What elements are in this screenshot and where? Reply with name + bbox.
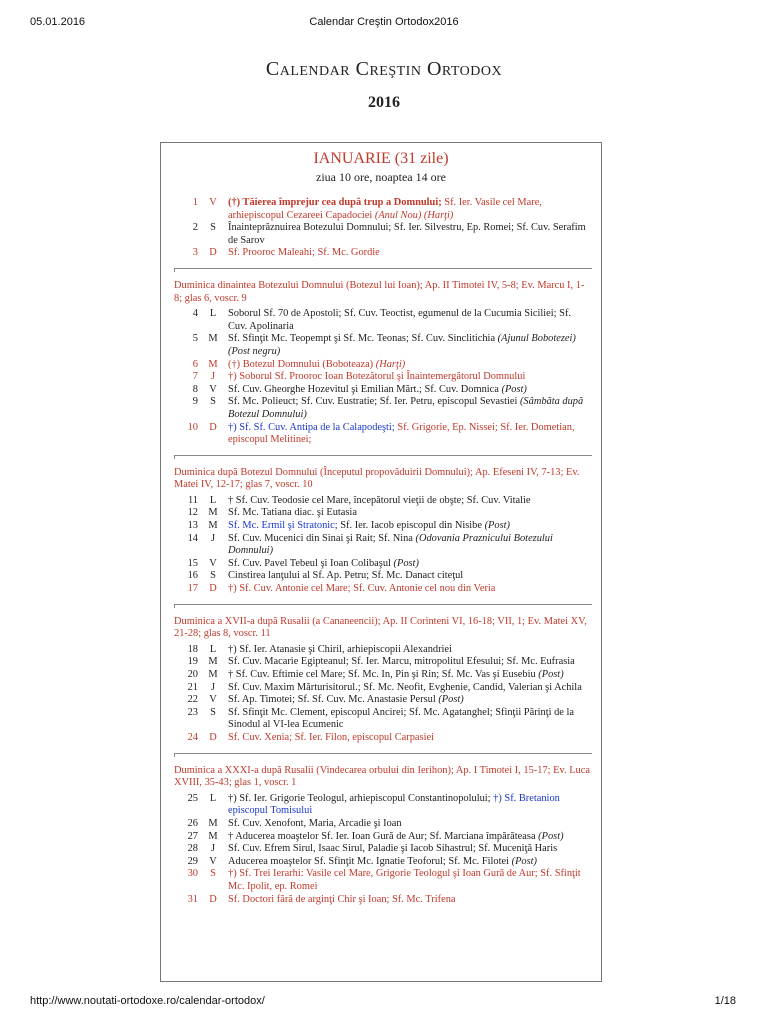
event-text: (Post) <box>438 694 464 706</box>
event-text: Sf. Sfinţit Mc. Clement, episcopul Ancirei; Sf. Mc. Agatanghel; Sfinţii Părinţi de la Sinodul al VI-lea Ecumenic <box>228 706 575 731</box>
day-events <box>224 495 592 508</box>
sunday-reading: Duminica a XXXI-a după Rusalii (Vindecarea orbului din Ierihon); Ap. I Timotei I, 15-17; Ev. Luca XVIII, 35-43; glas 1, voscr. 1 <box>174 764 590 789</box>
weekday: L <box>209 643 217 655</box>
day-row <box>174 656 592 669</box>
event-text: Sf. Mc. Tatiana diac. şi Eutasia <box>228 507 357 519</box>
day-row <box>174 507 592 520</box>
event-text[interactable]: †) Sf. Bretanion episcopul Tomisului <box>228 792 560 817</box>
day-events <box>224 818 592 831</box>
day-row <box>174 570 592 583</box>
event-text: Înainteprăznuirea Botezului Domnului; Sf. Ier. Silvestru, Ep. Romei; Sf. Cuv. Serafim de Sarov <box>228 222 586 246</box>
event-text: Sf. Prooroc Maleahi; Sf. Mc. Gordie <box>228 247 380 259</box>
weekday: L <box>209 792 217 804</box>
weekday: L <box>209 494 217 506</box>
weekday: S <box>210 868 216 880</box>
weekday: S <box>210 570 216 582</box>
day-number: 22 <box>187 694 198 706</box>
weekday: V <box>209 197 217 208</box>
weekday: J <box>210 371 216 383</box>
weekday: M <box>208 507 218 519</box>
weekday: M <box>208 669 218 680</box>
day-number: 28 <box>187 843 198 855</box>
sunday-reading: Duminica a XVII-a după Rusalii (a Cananeencii); Ap. II Corinteni VI, 16-18; VII, 1; Ev. Matei XV, 21-28; glas 8, voscr. 11 <box>174 615 587 640</box>
day-events <box>224 308 592 333</box>
weekday: D <box>209 893 217 905</box>
day-number: 26 <box>187 817 198 829</box>
day-number: 18 <box>187 643 198 655</box>
event-text: Sf. Ap. Timotei; Sf. Sf. Cuv. Mc. Anastasie Persul <box>228 694 439 706</box>
event-text: Sf. Cuv. Gheorghe Hozevitul şi Emilian Mărt.; Sf. Cuv. Domnica <box>228 383 502 395</box>
weekday: V <box>209 694 217 706</box>
day-events <box>224 707 592 732</box>
event-text: Soborul Sf. 70 de Apostoli; Sf. Cuv. Teoctist, egumenul de la Cucumia Siciliei; Sf. Cuv. Apolinaria <box>228 308 572 332</box>
event-text: † Aducerea moaştelor Sf. Ier. Ioan Gură de Aur; Sf. Marciana împărăteasa <box>228 830 539 842</box>
day-events <box>224 656 592 669</box>
day-events <box>224 843 592 856</box>
day-events <box>224 247 592 260</box>
weekday: M <box>208 520 218 532</box>
day-row <box>174 533 592 558</box>
day-number: 25 <box>187 792 198 804</box>
event-text: †) Sf. Ier. Grigorie Teologul, arhiepiscopul Constantinopolului; <box>228 792 494 804</box>
day-events <box>224 694 592 707</box>
day-number: 9 <box>192 396 198 408</box>
day-events <box>224 520 592 533</box>
event-text: (Odovania Praznicului Botezului Domnului) <box>228 532 553 557</box>
day-number: 8 <box>192 383 198 395</box>
print-footer <box>0 995 768 1009</box>
weekday: L <box>209 308 217 320</box>
day-row <box>174 583 592 596</box>
event-text: Sf. Ier. Vasile cel Mare, arhiepiscopul Cezareei Capadociei <box>228 197 542 221</box>
day-row <box>174 894 592 907</box>
day-events <box>224 894 592 907</box>
day-number: 10 <box>187 421 198 433</box>
day-number: 17 <box>187 583 198 595</box>
event-text[interactable]: Sf. Mc. Ermil şi Stratonic; <box>228 520 338 532</box>
day-events <box>224 644 592 657</box>
day-row <box>174 371 592 384</box>
week-divider <box>174 750 592 760</box>
event-text: Sf. Cuv. Maxim Mărturisitorul.; Sf. Mc. Neofit, Evghenie, Candid, Valerian şi Achila <box>228 681 582 693</box>
event-text: Sf. Cuv. Xenofont, Maria, Arcadie şi Ioan <box>228 817 402 829</box>
weekday: M <box>208 817 218 829</box>
day-row <box>174 384 592 397</box>
event-text: Sf. Ier. Iacob episcopul din Nisibe <box>337 520 485 532</box>
event-text: Sf. Cuv. Efrem Sirul, Isaac Sirul, Paladie şi Iacob Sihastrul; Sf. Muceniţă Haris <box>228 843 558 855</box>
day-events <box>224 570 592 583</box>
month-daylight: ziua 10 ore, noaptea 14 ore <box>316 170 446 184</box>
event-text: Sf. Grigorie, Ep. Nissei; Sf. Ier. Dometian, episcopul Melitinei; <box>228 421 575 446</box>
day-row <box>174 669 592 682</box>
event-text: (Sâmbăta după Botezul Domnului) <box>228 396 584 420</box>
week-divider <box>174 452 592 462</box>
day-events <box>224 507 592 520</box>
weekday: V <box>209 383 217 395</box>
day-events <box>224 583 592 596</box>
weekday: M <box>208 830 218 842</box>
event-text: Sf. Mc. Polieuct; Sf. Cuv. Eustratie; Sf. Ier. Petru, episcopul Sevastiei <box>228 396 520 408</box>
event-text: Sf. Cuv. Pavel Tebeul şi Ioan Colibaşul <box>228 557 394 569</box>
event-text: † Sf. Cuv. Teodosie cel Mare, începătorul vieţii de obşte; Sf. Cuv. Vitalie <box>228 494 531 506</box>
event-text: (†) Botezul Domnului (Boboteaza) <box>228 358 376 370</box>
day-number: 30 <box>187 868 198 880</box>
event-text: Sf. Doctori fără de arginţi Chir şi Ioan; Sf. Mc. Trifena <box>228 893 456 905</box>
page-url[interactable]: http://www.noutati-ortodoxe.ro/calendar-ortodox/ <box>30 995 265 1007</box>
event-text: † Sf. Cuv. Eftimie cel Mare; Sf. Mc. In, Pin şi Rin; Sf. Mc. Vas şi Eusebiu <box>228 669 539 680</box>
day-events <box>224 732 592 745</box>
print-header <box>0 16 768 30</box>
weekday: M <box>208 358 218 370</box>
day-number: 19 <box>187 656 198 668</box>
weekday: J <box>210 843 216 855</box>
day-row <box>174 856 592 869</box>
event-text: †) Sf. Ier. Atanasie şi Chiril, arhiepiscopii Alexandriei <box>228 643 452 655</box>
print-doc-title: Calendar Creştin Ortodox2016 <box>309 16 459 28</box>
event-text: Sf. Cuv. Macarie Egipteanul; Sf. Ier. Marcu, mitropolitul Efesului; Sf. Mc. Eufrasia <box>228 656 575 668</box>
day-row <box>174 308 592 333</box>
event-text: (Post) <box>511 855 538 867</box>
day-events <box>224 384 592 397</box>
weekday: S <box>210 706 216 718</box>
day-events <box>224 831 592 844</box>
day-row <box>174 707 592 732</box>
event-text: (Post) <box>393 557 419 569</box>
page-year: 2016 <box>368 94 400 111</box>
day-row <box>174 818 592 831</box>
weekday: D <box>209 731 217 743</box>
day-number: 15 <box>187 557 198 569</box>
event-text: Cinstirea lanţului al Sf. Ap. Petru; Sf. Mc. Danact citeţul <box>228 570 464 582</box>
day-row <box>174 396 592 421</box>
event-text: †) Soborul Sf. Prooroc Ioan Botezătorul şi Înaintemergătorul Domnului <box>228 371 526 383</box>
event-text: (Post) <box>538 830 564 842</box>
day-events <box>224 371 592 384</box>
event-text: (Harţi) <box>375 358 406 370</box>
weekday: D <box>209 421 217 433</box>
event-text: (Post) <box>484 520 510 532</box>
day-row <box>174 843 592 856</box>
week-divider <box>174 265 592 275</box>
day-events <box>224 197 592 222</box>
day-number: 20 <box>187 669 198 680</box>
weekday: M <box>208 333 218 345</box>
event-text: Aducerea moaştelor Sf. Sfinţit Mc. Ignatie Teoforul; Sf. Mc. Filotei <box>228 855 512 867</box>
day-row <box>174 868 592 893</box>
day-row <box>174 222 592 247</box>
weekday: V <box>209 855 217 867</box>
day-events <box>224 558 592 571</box>
day-row <box>174 558 592 571</box>
day-number: 6 <box>192 358 198 370</box>
day-row <box>174 359 592 372</box>
day-number: 14 <box>187 532 198 544</box>
day-number: 24 <box>187 731 198 743</box>
weekday: J <box>210 681 216 693</box>
day-number: 12 <box>187 507 198 519</box>
event-text: Sf. Cuv. Xenia; Sf. Ier. Filon, episcopul Carpasiei <box>228 731 434 743</box>
event-text: †) Sf. Trei Ierarhi: Vasile cel Mare, Grigorie Teologul şi Ioan Gură de Aur; Sf. Sfinţit Mc. Ipolit, ep. Romei <box>228 868 581 892</box>
day-number: 27 <box>187 830 198 842</box>
day-events <box>224 359 592 372</box>
day-row <box>174 333 592 358</box>
month-title: IANUARIE (31 zile) <box>313 150 449 167</box>
event-text: †) Sf. Cuv. Antonie cel Mare; Sf. Cuv. Antonie cel nou din Veria <box>228 583 496 595</box>
event-text: Sf. Sfinţit Mc. Teopempt şi Sf. Mc. Teonas; Sf. Cuv. Sinclitichia <box>228 333 498 345</box>
page-title: Calendar Creştin Ortodox <box>265 58 503 80</box>
sunday-reading: Duminica după Botezul Domnului (Începutul propovăduirii Domnului); Ap. Efeseni IV, 7-13; Ev. Matei IV, 12-17; glas 7, voscr. 10 <box>174 466 580 491</box>
day-number: 3 <box>192 247 198 259</box>
weekday: D <box>209 247 217 259</box>
day-number: 13 <box>187 520 198 532</box>
day-events <box>224 396 592 421</box>
weekday: J <box>210 532 216 544</box>
day-row <box>174 247 592 260</box>
day-row <box>174 793 592 818</box>
day-row <box>174 197 592 222</box>
day-number: 7 <box>192 371 198 383</box>
day-number: 23 <box>187 706 198 718</box>
day-events <box>224 793 592 818</box>
day-events <box>224 222 592 247</box>
calendar-list <box>174 197 592 906</box>
sunday-reading: Duminica dinaintea Botezului Domnului (Botezul lui Ioan); Ap. II Timotei IV, 5-8; Ev. Marcu I, 1-8; glas 6, voscr. 9 <box>174 279 585 304</box>
day-events <box>224 868 592 893</box>
event-text: (Post) <box>538 669 564 680</box>
day-number: 2 <box>192 222 198 234</box>
page-number: 1/18 <box>714 995 736 1007</box>
day-row <box>174 644 592 657</box>
day-number: 31 <box>187 893 198 905</box>
week-divider <box>174 601 592 611</box>
weekday: S <box>210 222 216 234</box>
day-row <box>174 422 592 447</box>
event-text: Sf. Cuv. Mucenici din Sinai şi Rait; Sf. Nina <box>228 532 416 544</box>
day-row <box>174 732 592 745</box>
weekday: D <box>209 583 217 595</box>
day-events <box>224 422 592 447</box>
day-number: 11 <box>187 494 198 506</box>
day-row <box>174 495 592 508</box>
day-row <box>174 694 592 707</box>
day-number: 16 <box>187 570 198 582</box>
event-text: (Ajunul Bobotezei) (Post negru) <box>228 333 576 357</box>
day-number: 4 <box>192 308 198 320</box>
event-text: (Post) <box>501 383 527 395</box>
day-number: 5 <box>192 333 198 345</box>
day-number: 29 <box>187 855 198 867</box>
print-date: 05.01.2016 <box>30 16 86 28</box>
weekday: M <box>208 656 218 668</box>
weekday: V <box>209 557 217 569</box>
day-events <box>224 669 592 682</box>
event-text[interactable]: †) Sf. Sf. Cuv. Antipa de la Calapodeşti; <box>228 421 395 433</box>
day-events <box>224 682 592 695</box>
day-row <box>174 520 592 533</box>
day-row <box>174 831 592 844</box>
day-events <box>224 333 592 358</box>
day-events <box>224 533 592 558</box>
event-text: (Anul Nou) (Harţi) <box>374 209 454 221</box>
day-number: 1 <box>192 197 198 208</box>
day-row <box>174 682 592 695</box>
weekday: S <box>210 396 216 408</box>
day-number: 21 <box>187 681 198 693</box>
event-text: (†) Tăierea împrejur cea după trup a Domnului; <box>228 197 442 208</box>
day-events <box>224 856 592 869</box>
